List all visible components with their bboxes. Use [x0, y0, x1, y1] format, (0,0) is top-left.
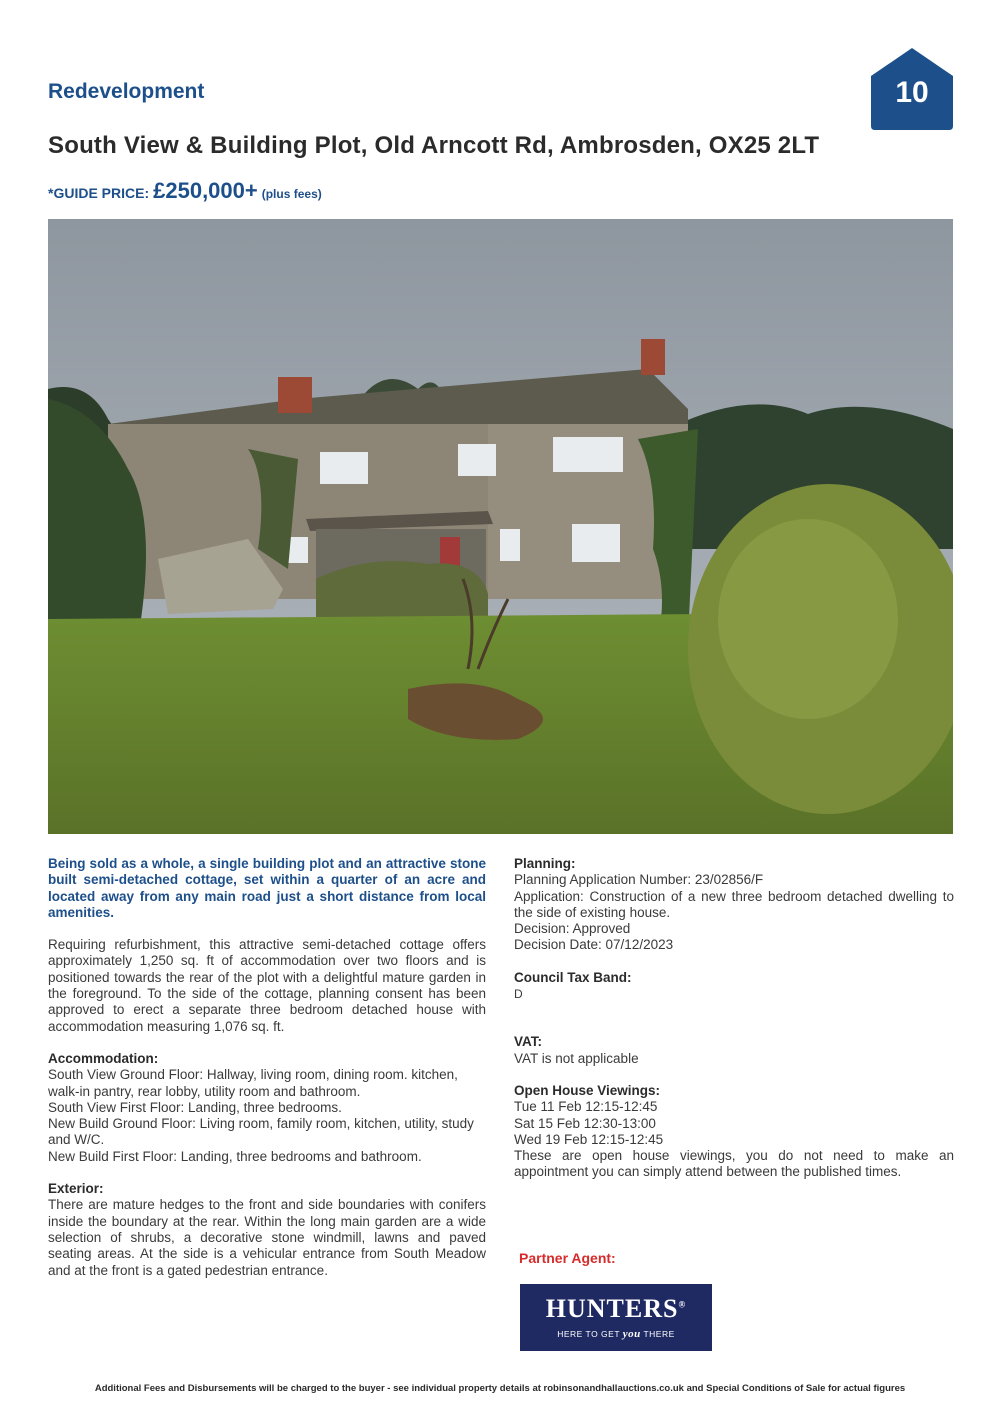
council-tax-value: D [514, 987, 523, 1002]
accommodation-line: New Build First Floor: Landing, three bedrooms and bathroom. [48, 1148, 422, 1164]
guide-price-fees: (plus fees) [261, 187, 322, 201]
exterior-text: There are mature hedges to the front and side boundaries with conifers inside the boundary at the rear. Within the long main garden are a wide selection of shrubs, a decorative stone windmill, lawns and paved seating areas. At the side is a vehicular entrance from South Meadow and at the front is a gated pedestrian entrance. [48, 1197, 486, 1278]
property-title: South View & Building Plot, Old Arncott Rd, Ambrosden, OX25 2LT [48, 132, 820, 159]
partner-agent-label: Partner Agent: [519, 1250, 616, 1266]
hunters-logo [520, 1284, 712, 1351]
planning-line: Decision: Approved [514, 921, 631, 937]
property-photo [48, 219, 953, 834]
accommodation-line: South View First Floor: Landing, three bedrooms. [48, 1099, 342, 1115]
viewing-line: These are open house viewings, you do not need to make an appointment you can simply attend between the published times. [514, 1148, 954, 1180]
guide-price-value: £250,000+ [153, 178, 258, 203]
accommodation-line: South View Ground Floor: Hallway, living room, dining room. kitchen, walk-in pantry, rear lobby, utility room and bathroom. [48, 1067, 458, 1099]
vat-value: VAT is not applicable [514, 1050, 639, 1066]
viewings-heading: Open House Viewings: [514, 1082, 661, 1098]
planning-line: Decision Date: 07/12/2023 [514, 937, 674, 953]
planning-line: Planning Application Number: 23/02856/F [514, 872, 764, 888]
accommodation-line: New Build Ground Floor: Living room, family room, kitchen, utility, study and W/C. [48, 1116, 474, 1148]
hunters-logo-tagline: HERE TO GET you THERE [557, 1328, 675, 1340]
category-heading: Redevelopment [48, 80, 205, 103]
planning-line: Application: Construction of a new three bedroom detached dwelling to the side of existing house. [514, 888, 954, 920]
exterior-heading: Exterior: [48, 1181, 104, 1197]
vat-heading: VAT: [514, 1034, 542, 1050]
lot-badge [871, 48, 953, 130]
viewing-line: Tue 11 Feb 12:15-12:45 [514, 1099, 658, 1115]
accommodation-heading: Accommodation: [48, 1050, 159, 1066]
right-column [514, 856, 954, 1181]
planning-heading: Planning: [514, 856, 576, 871]
intro-text: Being sold as a whole, a single building plot and an attractive stone built semi-detached cottage, set within a quarter of an acre and located away from any main road just a short distance from local amenities. [48, 856, 486, 920]
guide-price-label: *GUIDE PRICE: [48, 185, 150, 201]
description-text: Requiring refurbishment, this attractive semi-detached cottage offers approximately 1,250 sq. ft of accommodation over two floors and is positioned towards the rear of the plot with a delightful mature garden in the foreground. To the side of the cottage, planning consent has been approved to erect a separate three bedroom detached house with accommodation measuring 1,076 sq. ft. [48, 937, 486, 1034]
left-column [48, 856, 486, 1279]
council-tax-heading: Council Tax Band: [514, 969, 632, 985]
viewing-line: Sat 15 Feb 12:30-13:00 [514, 1115, 656, 1131]
guide-price [48, 178, 322, 204]
hunters-logo-name: HUNTERS® [545, 1294, 687, 1323]
viewing-line: Wed 19 Feb 12:15-12:45 [514, 1131, 664, 1147]
footer-disclaimer: Additional Fees and Disbursements will be charged to the buyer - see individual property details at robinsonandhallauctions.co.uk and Special Conditions of Sale for actual figures [94, 1383, 906, 1394]
lot-number: 10 [895, 76, 929, 109]
